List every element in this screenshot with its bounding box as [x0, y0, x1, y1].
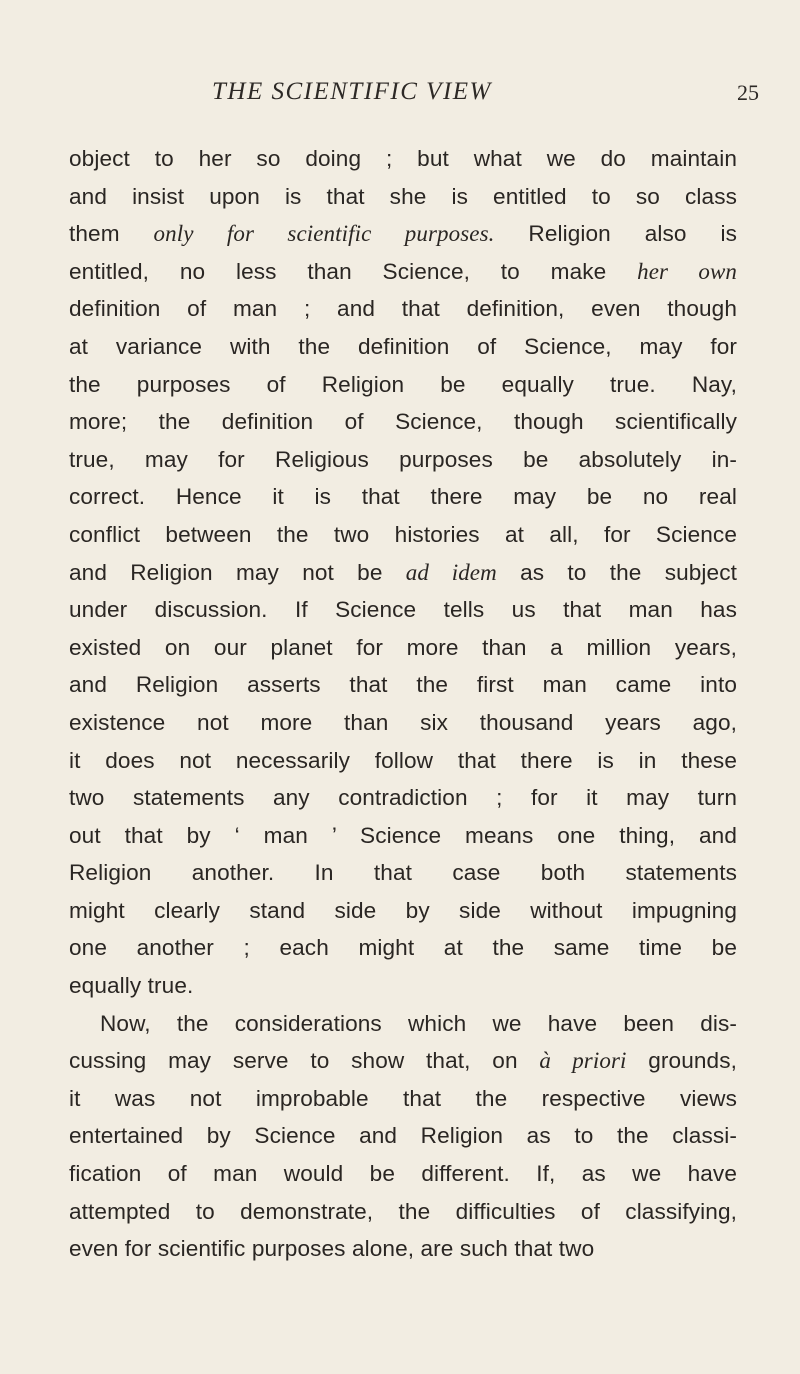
text-line: [69, 178, 737, 216]
text-line: [69, 290, 737, 328]
text-segment: two statements any contradiction ; for it may turn: [69, 785, 737, 811]
text-line: [69, 366, 737, 404]
text-line: [69, 1080, 737, 1118]
text-segment: and Religion asserts that the first man came into: [69, 672, 737, 698]
text-segment: and Religion may not be: [69, 559, 406, 585]
text-segment: definition of man ; and that definition, even though: [69, 296, 737, 322]
text-segment: them: [69, 221, 154, 247]
text-line: [69, 666, 737, 704]
page-number: 25: [737, 80, 759, 105]
page-header: [0, 78, 800, 118]
text-segment: cussing may serve to show that, on: [69, 1048, 540, 1074]
text-line: [69, 1005, 737, 1043]
text-line: [69, 516, 737, 554]
text-segment: fication of man would be different. If, as we have: [69, 1161, 737, 1187]
text-line: [69, 892, 737, 930]
text-line: [69, 403, 737, 441]
text-line: [69, 328, 737, 366]
text-segment: it was not improbable that the respective views: [69, 1085, 737, 1111]
text-segment: and insist upon is that she is entitled to so class: [69, 183, 737, 209]
text-line: [69, 441, 737, 479]
text-line: [69, 779, 737, 817]
text-line: [69, 817, 737, 855]
text-line: [69, 629, 737, 667]
text-segment: even for scientific purposes alone, are such that two: [69, 1236, 595, 1262]
text-line: [69, 967, 737, 1005]
text-line: [69, 704, 737, 742]
italic-text: ad idem: [405, 559, 497, 585]
text-segment: as to the subject: [496, 559, 737, 585]
text-segment: might clearly stand side by side without impugning: [69, 897, 737, 923]
italic-text: her own: [637, 258, 738, 284]
text-line: [69, 1117, 737, 1155]
running-head: THE SCIENTIFIC VIEW: [212, 78, 492, 105]
text-segment: Religion another. In that case both statements: [69, 860, 737, 886]
text-segment: at variance with the definition of Science, may for: [69, 333, 737, 359]
text-line: [69, 554, 737, 592]
text-segment: entitled, no less than Science, to make: [69, 258, 638, 284]
text-line: [69, 478, 737, 516]
text-line: [69, 742, 737, 780]
text-segment: object to her so doing ; but what we do maintain: [69, 146, 737, 171]
text-line: [69, 253, 737, 291]
text-segment: more; the definition of Science, though scientifically: [69, 409, 737, 435]
text-line: [69, 1155, 737, 1193]
italic-text: à priori: [539, 1048, 627, 1074]
italic-text: only for scientific purposes.: [153, 221, 495, 247]
text-segment: it does not necessarily follow that there is in these: [69, 747, 737, 773]
text-line: [69, 929, 737, 967]
text-segment: the purposes of Religion be equally true. Nay,: [69, 371, 737, 397]
text-line: [69, 1230, 737, 1268]
text-line: [69, 1193, 737, 1231]
text-segment: conflict between the two histories at all, for Science: [69, 521, 737, 547]
text-segment: equally true.: [69, 973, 194, 999]
text-segment: out that by ‘ man ’ Science means one thing, and: [69, 822, 737, 848]
text-segment: correct. Hence it is that there may be no real: [69, 484, 737, 510]
text-segment: true, may for Religious purposes be absolutely in-: [69, 446, 737, 472]
text-segment: attempted to demonstrate, the difficulties of classifying,: [69, 1198, 737, 1224]
text-segment: Now, the considerations which we have been dis-: [100, 1010, 737, 1036]
text-line: [69, 140, 737, 178]
text-segment: existed on our planet for more than a million years,: [69, 634, 737, 660]
text-line: [69, 591, 737, 629]
text-line: [69, 854, 737, 892]
text-line: [69, 1042, 737, 1080]
text-segment: grounds,: [626, 1048, 737, 1074]
text-segment: under discussion. If Science tells us that man has: [69, 597, 737, 623]
text-segment: existence not more than six thousand years ago,: [69, 709, 737, 735]
body-text: [69, 140, 737, 1268]
text-segment: one another ; each might at the same time be: [69, 935, 737, 961]
text-line: [69, 215, 737, 253]
text-segment: Religion also is: [494, 221, 737, 247]
text-segment: entertained by Science and Religion as to the classi-: [69, 1123, 737, 1149]
